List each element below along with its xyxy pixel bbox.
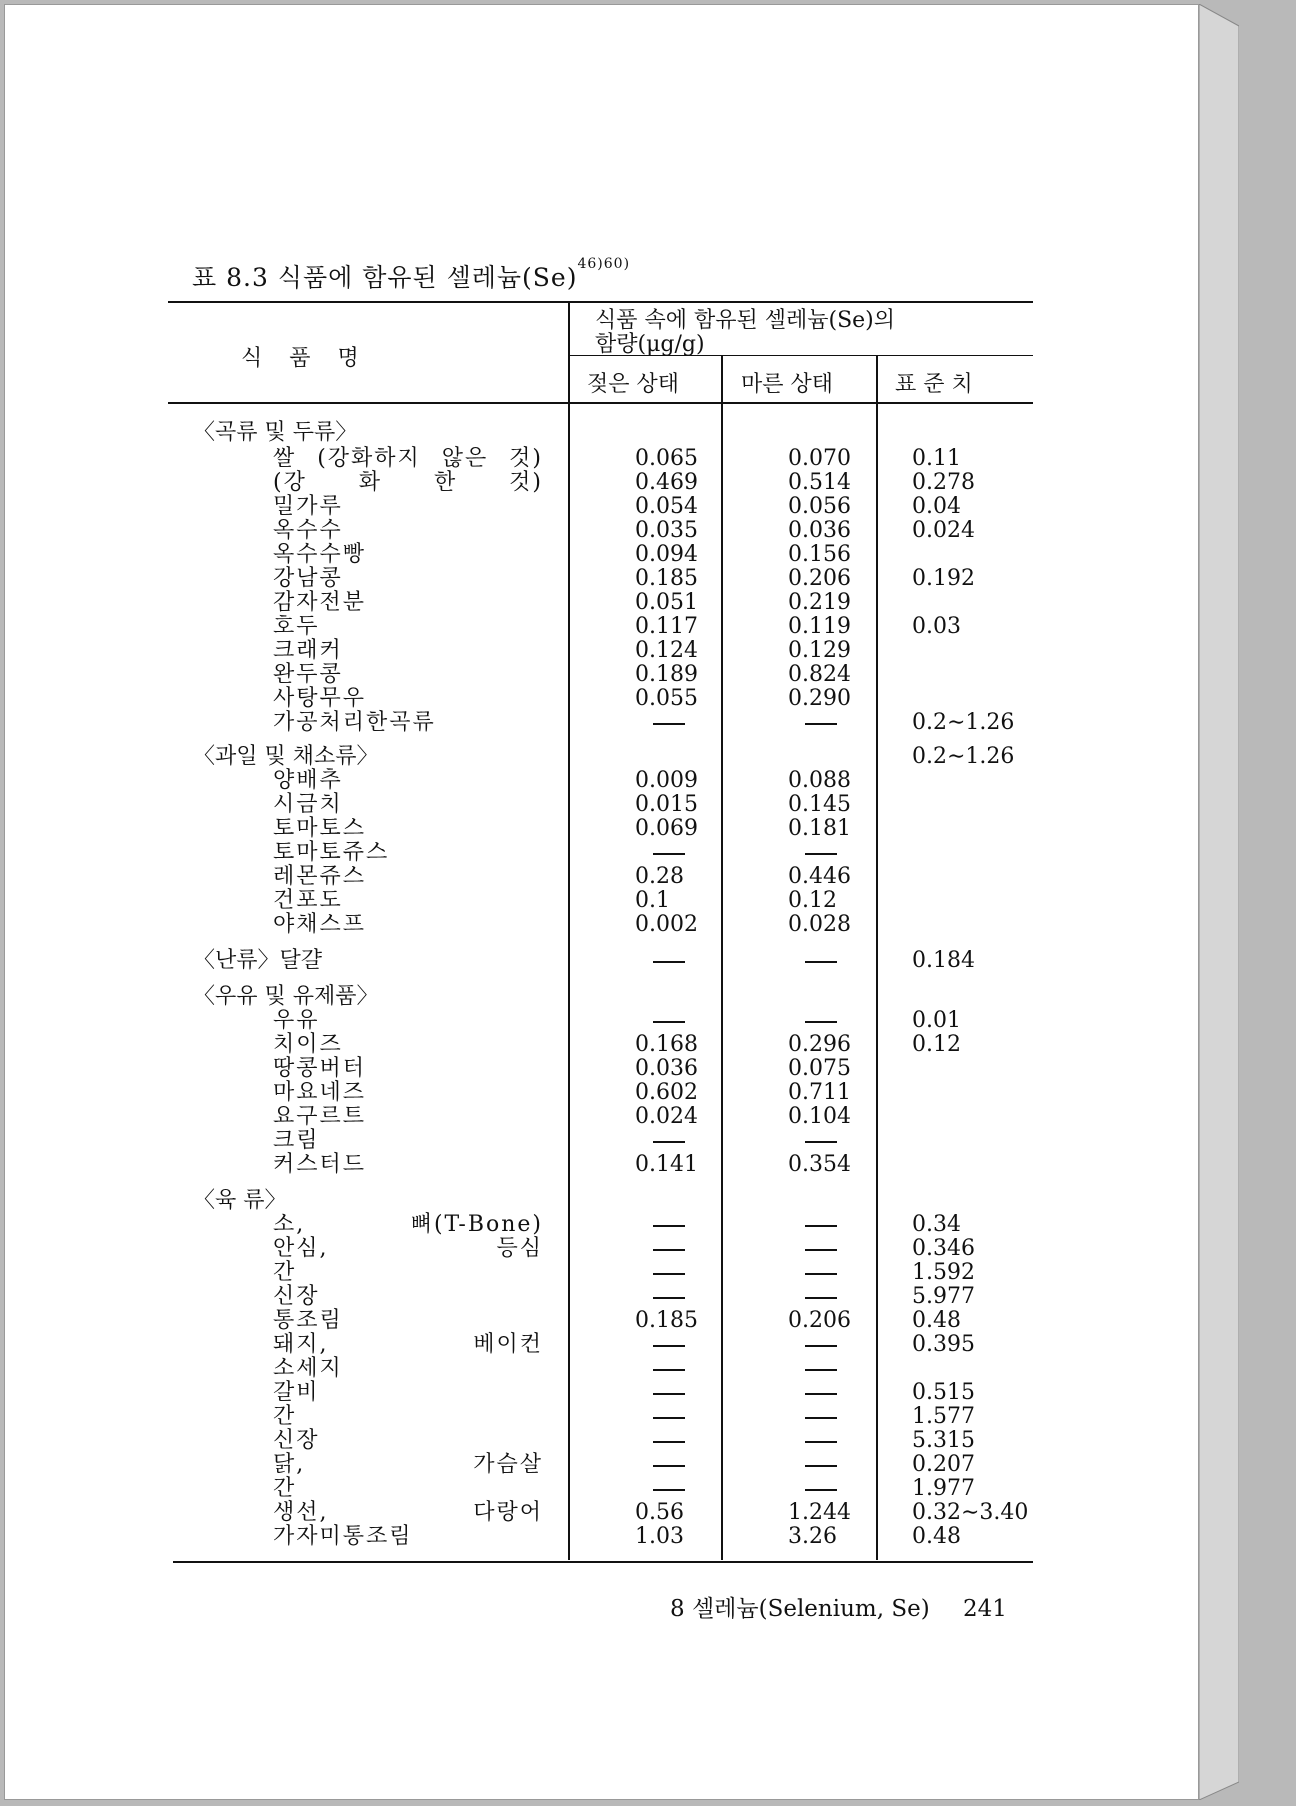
group-label: 〈우유 및 유제품〉 — [193, 984, 379, 1009]
food-name: 옥수수빵 — [273, 542, 367, 567]
wet-value — [635, 1285, 667, 1309]
standard-value: 0.278 — [912, 470, 975, 495]
wet-value — [635, 1129, 667, 1153]
wet-value: 0.051 — [635, 590, 698, 615]
dry-value: 0.145 — [788, 792, 851, 817]
dry-value: 0.206 — [788, 566, 851, 591]
food-name: 크림 — [273, 1128, 320, 1153]
wet-value: 0.602 — [635, 1080, 698, 1105]
standard-value: 0.01 — [912, 1008, 961, 1033]
wet-value — [635, 1477, 667, 1501]
group-label: 〈난류〉달걀 — [193, 948, 323, 973]
standard-value: 1.592 — [912, 1260, 975, 1285]
dry-value: 0.711 — [788, 1080, 851, 1105]
standard-value: 0.346 — [912, 1236, 975, 1261]
food-name: 신장 — [273, 1284, 320, 1309]
wet-value — [635, 711, 667, 735]
dry-value — [788, 1213, 820, 1237]
dry-value — [788, 1381, 820, 1405]
dry-value: 0.028 — [788, 912, 851, 937]
wet-value: 0.141 — [635, 1152, 698, 1177]
column-divider-3 — [876, 356, 878, 1560]
dry-value: 0.219 — [788, 590, 851, 615]
dry-value — [788, 841, 820, 865]
header-standard: 표 준 치 — [895, 372, 973, 397]
food-name: 가자미통조림 — [273, 1524, 413, 1549]
wet-value: 0.035 — [635, 518, 698, 543]
book-page-edge — [1199, 4, 1239, 1800]
dry-value: 0.075 — [788, 1056, 851, 1081]
dry-value — [788, 1009, 820, 1033]
dry-value: 3.26 — [788, 1524, 837, 1549]
food-name: 완두콩 — [273, 662, 343, 687]
page-number: 241 — [962, 1596, 1007, 1622]
dry-value — [788, 711, 820, 735]
dry-value: 1.244 — [788, 1500, 851, 1525]
food-name: 갈비 — [273, 1380, 320, 1405]
food-name: 닭, 가슴살 — [273, 1452, 543, 1477]
header-unit: 함량(μg/g) — [595, 332, 705, 357]
food-name: 간 — [273, 1476, 297, 1501]
standard-value: 0.48 — [912, 1308, 961, 1333]
group-label: 〈과일 및 채소류〉 — [193, 744, 379, 769]
wet-value: 0.065 — [635, 446, 698, 471]
food-name: 가공처리한곡류 — [273, 710, 436, 735]
dry-value — [788, 1453, 820, 1477]
standard-value: 0.11 — [912, 446, 961, 471]
header-dry: 마른 상태 — [741, 372, 834, 397]
standard-value: 0.192 — [912, 566, 975, 591]
wet-value: 0.168 — [635, 1032, 698, 1057]
dry-value — [788, 1261, 820, 1285]
wet-value: 0.009 — [635, 768, 698, 793]
wet-value: 0.28 — [635, 864, 684, 889]
standard-value: 0.34 — [912, 1212, 961, 1237]
food-name: 건포도 — [273, 888, 343, 913]
food-name: 야채스프 — [273, 912, 367, 937]
wet-value: 0.054 — [635, 494, 698, 519]
group-label: 〈육 류〉 — [193, 1188, 287, 1213]
food-name: 생선, 다랑어 — [273, 1500, 543, 1525]
page-footer — [670, 1590, 1007, 1623]
wet-value: 0.189 — [635, 662, 698, 687]
wet-value: 0.002 — [635, 912, 698, 937]
standard-value: 0.03 — [912, 614, 961, 639]
food-name: 간 — [273, 1260, 297, 1285]
food-name: 크래커 — [273, 638, 343, 663]
standard-value: 0.2∼1.26 — [912, 744, 1015, 769]
food-name: 간 — [273, 1404, 297, 1429]
dry-value: 0.119 — [788, 614, 851, 639]
food-name: 요구르트 — [273, 1104, 367, 1129]
wet-value — [635, 949, 667, 973]
dry-value: 0.129 — [788, 638, 851, 663]
wet-value — [635, 1357, 667, 1381]
food-name: 땅콩버터 — [273, 1056, 367, 1081]
header-food-name: 식 품 명 — [241, 346, 369, 371]
food-name: 소세지 — [273, 1356, 343, 1381]
title-text: 표 8.3 식품에 함유된 셀레늄(Se) — [192, 263, 578, 292]
food-name: 레몬쥬스 — [273, 864, 367, 889]
dry-value: 0.446 — [788, 864, 851, 889]
wet-value: 0.124 — [635, 638, 698, 663]
standard-value: 0.515 — [912, 1380, 975, 1405]
dry-value — [788, 1285, 820, 1309]
wet-value: 0.117 — [635, 614, 698, 639]
standard-value: 5.315 — [912, 1428, 975, 1453]
dry-value: 0.296 — [788, 1032, 851, 1057]
wet-value — [635, 1381, 667, 1405]
dry-value — [788, 949, 820, 973]
standard-value: 0.04 — [912, 494, 961, 519]
wet-value — [635, 1453, 667, 1477]
wet-value: 0.055 — [635, 686, 698, 711]
food-name: 치이즈 — [273, 1032, 343, 1057]
wet-value: 0.024 — [635, 1104, 698, 1129]
dry-value — [788, 1129, 820, 1153]
standard-value: 0.12 — [912, 1032, 961, 1057]
dry-value: 0.206 — [788, 1308, 851, 1333]
standard-value: 0.024 — [912, 518, 975, 543]
dry-value — [788, 1357, 820, 1381]
group-label: 〈곡류 및 두류〉 — [193, 420, 358, 445]
wet-value — [635, 1261, 667, 1285]
food-name: 사탕무우 — [273, 686, 367, 711]
standard-value: 0.48 — [912, 1524, 961, 1549]
standard-value: 1.577 — [912, 1404, 975, 1429]
food-name: 호두 — [273, 614, 320, 639]
food-name: 시금치 — [273, 792, 343, 817]
standard-value: 5.977 — [912, 1284, 975, 1309]
table-title — [192, 258, 630, 294]
wet-value: 0.015 — [635, 792, 698, 817]
dry-value: 0.514 — [788, 470, 851, 495]
dry-value — [788, 1333, 820, 1357]
wet-value — [635, 1237, 667, 1261]
dry-value: 0.824 — [788, 662, 851, 687]
wet-value — [635, 1333, 667, 1357]
dry-value: 0.070 — [788, 446, 851, 471]
food-name: 토마토쥬스 — [273, 840, 390, 865]
dry-value — [788, 1477, 820, 1501]
wet-value — [635, 1429, 667, 1453]
wet-value: 0.1 — [635, 888, 670, 913]
header-bottom-rule — [168, 402, 1033, 404]
dry-value: 0.181 — [788, 816, 851, 841]
dry-value: 0.156 — [788, 542, 851, 567]
dry-value — [788, 1237, 820, 1261]
food-name: 신장 — [273, 1428, 320, 1453]
column-divider-2 — [721, 356, 723, 1560]
food-name: 강남콩 — [273, 566, 343, 591]
wet-value: 0.185 — [635, 566, 698, 591]
header-selenium-content: 식품 속에 함유된 셀레늄(Se)의 — [595, 308, 896, 333]
food-name: 토마토스 — [273, 816, 367, 841]
wet-value — [635, 841, 667, 865]
wet-value: 0.069 — [635, 816, 698, 841]
wet-value: 0.036 — [635, 1056, 698, 1081]
dry-value — [788, 1429, 820, 1453]
food-name: 소, 뼈(T-Bone) — [273, 1212, 543, 1237]
standard-value: 0.207 — [912, 1452, 975, 1477]
standard-value: 1.977 — [912, 1476, 975, 1501]
dry-value: 0.104 — [788, 1104, 851, 1129]
standard-value: 0.2∼1.26 — [912, 710, 1015, 735]
food-name: 마요네즈 — [273, 1080, 367, 1105]
wet-value — [635, 1405, 667, 1429]
food-name: 안심, 등심 — [273, 1236, 543, 1261]
food-name: (강 화 한 것) — [273, 470, 543, 495]
food-name: 양배추 — [273, 768, 343, 793]
wet-value: 0.185 — [635, 1308, 698, 1333]
food-name: 통조림 — [273, 1308, 343, 1333]
dry-value: 0.354 — [788, 1152, 851, 1177]
dry-value: 0.036 — [788, 518, 851, 543]
dry-value: 0.088 — [788, 768, 851, 793]
wet-value: 0.56 — [635, 1500, 684, 1525]
wet-value: 0.469 — [635, 470, 698, 495]
dry-value: 0.290 — [788, 686, 851, 711]
column-divider-1 — [568, 302, 570, 1560]
title-footnote-refs: 46)60) — [577, 256, 631, 272]
footer-chapter: 8 셀레늄(Selenium, Se) — [670, 1596, 930, 1622]
document-page — [4, 4, 1199, 1800]
header-wet: 젖은 상태 — [587, 372, 680, 397]
standard-value: 0.184 — [912, 948, 975, 973]
food-name: 커스터드 — [273, 1152, 367, 1177]
table-bottom-rule — [173, 1561, 1033, 1563]
dry-value — [788, 1405, 820, 1429]
food-name: 돼지, 베이컨 — [273, 1332, 543, 1357]
wet-value — [635, 1009, 667, 1033]
food-name: 감자전분 — [273, 590, 367, 615]
standard-value: 0.395 — [912, 1332, 975, 1357]
food-name: 우유 — [273, 1008, 320, 1033]
wet-value: 1.03 — [635, 1524, 684, 1549]
wet-value — [635, 1213, 667, 1237]
food-name: 옥수수 — [273, 518, 343, 543]
wet-value: 0.094 — [635, 542, 698, 567]
dry-value: 0.056 — [788, 494, 851, 519]
standard-value: 0.32∼3.40 — [912, 1500, 1029, 1525]
food-name: 밀가루 — [273, 494, 343, 519]
dry-value: 0.12 — [788, 888, 837, 913]
food-name: 쌀 (강화하지 않은 것) — [273, 446, 543, 471]
